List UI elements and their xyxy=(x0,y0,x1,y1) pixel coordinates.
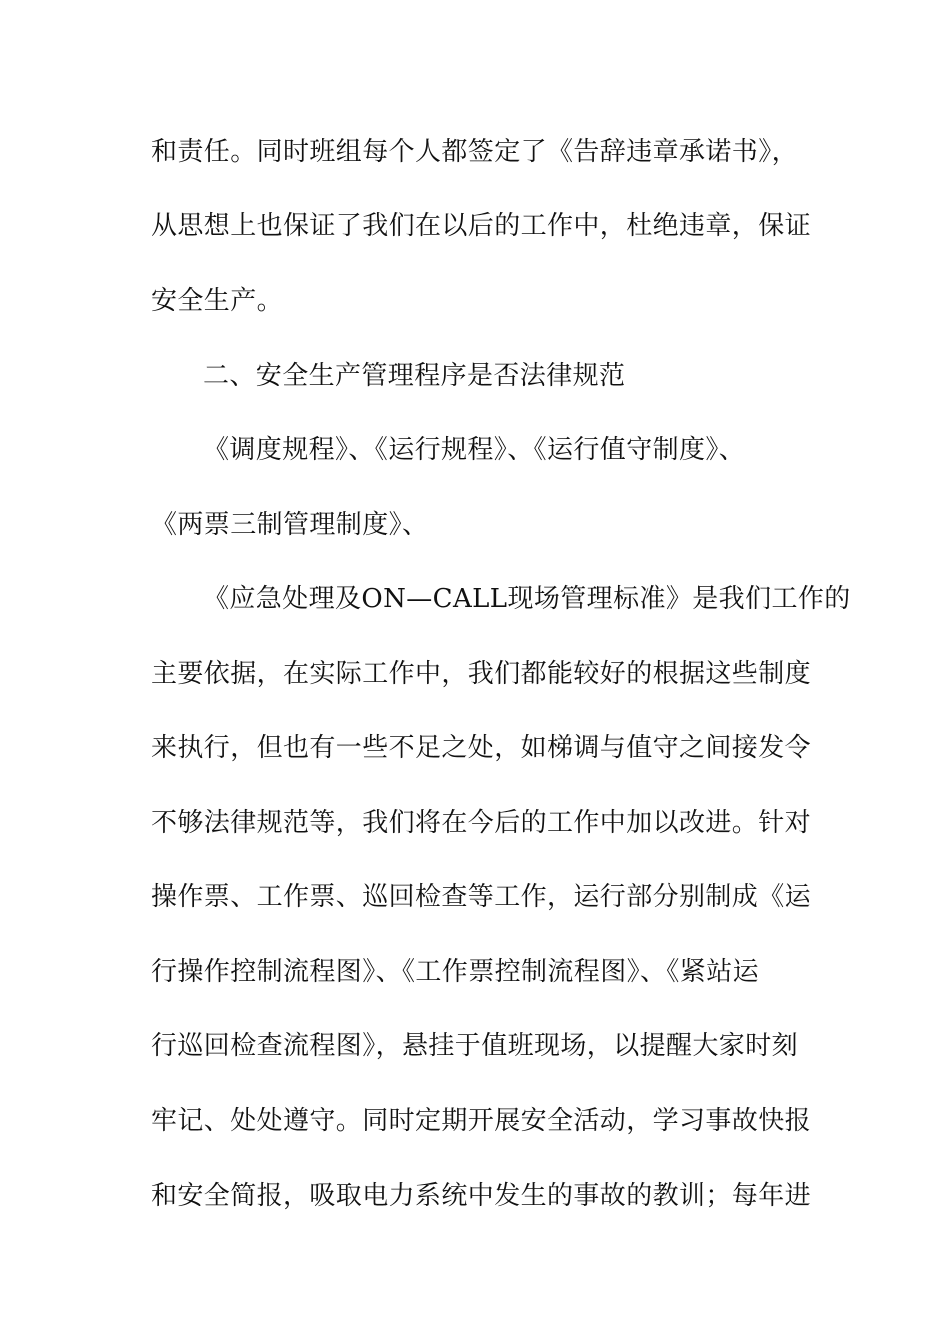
body-text-line: 来执行，但也有一些不足之处，如梯调与值守之间接发令 xyxy=(151,733,812,763)
section-heading: 二、安全生产管理程序是否法律规范 xyxy=(203,361,626,391)
body-text-line: 主要依据，在实际工作中，我们都能较好的根据这些制度 xyxy=(151,659,812,689)
body-text-line: 《应急处理及ON—CALL现场管理标准》是我们工作的 xyxy=(203,584,851,614)
body-text-line: 和安全简报，吸取电力系统中发生的事故的教训；每年进 xyxy=(151,1181,812,1211)
body-text-line: 不够法律规范等，我们将在今后的工作中加以改进。针对 xyxy=(151,808,812,838)
body-text-line: 从思想上也保证了我们在以后的工作中，杜绝违章，保证 xyxy=(151,211,812,241)
body-text-line: 《调度规程》、《运行规程》、《运行值守制度》、 xyxy=(203,435,746,465)
body-text-line: 《两票三制管理制度》、 xyxy=(151,510,429,540)
body-text-line: 行操作控制流程图》、《工作票控制流程图》、《紧站运 xyxy=(151,957,760,987)
body-text-line: 安全生产。 xyxy=(151,286,284,316)
body-text-line: 操作票、工作票、巡回检查等工作，运行部分别制成《运 xyxy=(151,882,812,912)
body-text-line: 和责任。同时班组每个人都签定了《告辞违章承诺书》， xyxy=(151,137,799,167)
body-text-line: 牢记、处处遵守。同时定期开展安全活动，学习事故快报 xyxy=(151,1106,812,1136)
body-text-line: 行巡回检查流程图》，悬挂于值班现场，以提醒大家时刻 xyxy=(151,1031,799,1061)
